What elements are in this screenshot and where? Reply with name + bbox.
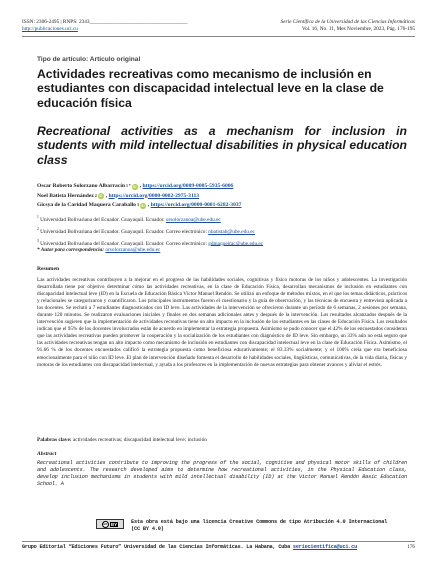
resumen-body: Las actividades recreativas contribuyen a la mejorar en el progreso de las habilidades sociales, cognitivas y físico motoras de los niños y adolescentes. La investigación desarrollada tiene por objetivo determinar cómo las actividades recreativas, en la clase de Educación Física, desarrollan mecanismos de inclusión en estudiantes con discapacidad intelectual leve (ID) en la Escuela de Educación Básica Víctor Manuel Rendón. Se utilizó un enfoque de métodos mixtos, en el que los temas didácticos, prácticos y relacionales se categorizaron y cuantificaron. Los principales instrumentos fueron el cuestionario y la guía de observación, y las técnicas de encuesta y entrevista aplicada a los docentes. Se reclutó a 7 estudiantes diagnosticados con ID leve. Las actividades de la intervención se ofrecieron durante un período de 6 semanas, 2 sesiones por semana, durante 120 minutos. Se realizaron evaluaciones iniciales y finales en dos semanas adicionales antes y después de la intervención. Los resultados alcanzados después de la intervención sugieren que la implementación de actividades recreativas tiene un alto impacto en la inclusión de los estudiantes en las clases de Educación Física. Los resultados indican que el 95% de los docentes involucrados están de acuerdo en implementar la estrategia propuesta. Asimismo se pudo conocer que el 42% de los encuestados consideran que las actividades recreativas pueden promover la cooperación y la socialización de los estudiantes con diagnóstico de ID leve. Sin embargo, un 33% aún no está seguro que las actividades recreativas tengan un alto impacto como mecanismo de inclusión en estudiantes con discapacidad intelectual leve en la clase de Educación Física. Asimismo, el 91.66 % de los docentes encuestados calificó la estrategia propuesta como beneficiosa educativamente; el 83.33% socialmente; y el 100% creía que era beneficiosa emocionalmente para el niño con ID leve. El plan de intervención diseñado fomenta el desarrollo de habilidades sociales, lingüísticas, comunicativas, de la vida diaria, físicas y motoras de los estudiantes con discapacidad intelectual, y ayuda a los profesores en la implementación de nuevas estrategias para obtener avances y aliviar el estrés. [37,277,407,368]
affiliation-list [37,213,263,248]
orcid-link[interactable]: https://orcid.org/0009-0005-5935-6006 [142,183,234,189]
page-header [22,19,415,33]
title-english: Recreational activities as a mechanism for inclusion in students with mild intellectual disabilities in physical education class [37,124,407,167]
journal-url-link[interactable]: http://publicaciones.uci.cu [22,26,78,32]
journal-name: Serie Científica de la Universidad de las Ciencias Informáticas [280,19,415,25]
orcid-link[interactable]: https://orcid.org/0000-0001-6282-3037 [150,202,242,209]
license-line-2: (CC BY 4.0) [131,526,164,532]
license-line-1: Esta obra está bajo una licencia Creative Commons de tipo Atribución 4.0 Internacional [131,519,388,525]
orcid-icon[interactable]: iD [132,184,137,189]
author-sup: 1 * [126,184,131,188]
affiliation-sup: 1 [37,215,39,219]
correspondence-email-link[interactable]: orsolorzanoa@ube.edu.ec [105,247,161,253]
abstract-body: Recreational activities contribute to improving the progress of the social, cognitive and physical motor skills of children and adolescents. The research developed aims to determine how recreational activities, in the Physical Education class, develop inclusion mechanisms in students with mild intellectual disability (ID) at the Victor Manuel Rendón Basic Education School. A [37,460,407,487]
affiliation-email-link[interactable]: nbatistah@ube.edu.ec [208,228,255,235]
author-sup: 2 [94,193,97,198]
abstract-heading: Abstract [37,451,57,457]
cc-by-badge[interactable] [96,519,124,529]
volume-info: Vol. 16, No. 11, Mes Noviembre, 2023, Pág. 176-195 [301,26,415,32]
header-divider [22,36,415,37]
orcid-icon[interactable]: iD [98,194,103,199]
article-type: Tipo de artículo: Artículo original [37,56,141,63]
keywords-text: actividades recreativas; discapacidad intelectual leve; inclusión [72,437,207,443]
affiliation-2 [37,225,263,237]
issn-text: ISSN: 2306-2495 | RNPS: 2343_____________________________________ [22,19,188,25]
publisher-text: Grupo Editorial “Ediciones Futuro” Universidad de las Ciencias Informáticas. La Habana, Cuba [22,544,290,550]
author-2: Noel Batista Hernández 2 iD , https://orcid.org/0000-0002-2975-3113 [37,192,241,202]
author-3: Gicsya de la Caridad Maquera Caraballo 3 iD , https://orcid.org/0000-0001-6282-3037 [37,201,241,211]
correspondence-label: * Autor para correspondencia: [37,247,105,253]
resumen-heading: Resumen [37,266,60,272]
author-list [37,182,241,211]
affiliation-text: Universidad Bolivariana del Ecuador. Guayaquil. Ecuador. Correo electrónico: [40,240,207,247]
author-sup: 3 [136,203,139,208]
affiliation-sup: 3 [37,238,39,243]
footer-publisher [22,544,357,550]
title-spanish: Actividades recreativas como mecanismo de inclusión en estudiantes con discapacidad intelectual leve en la clase de educación física [37,67,384,110]
by-icon: BY [110,521,118,527]
affiliation-1 [37,213,263,225]
author-1: Oscar Roberto Solorzano Albarracín 1 * iD , https://orcid.org/0009-0005-5935-6006 [37,182,241,192]
orcid-link[interactable]: https://orcid.org/0000-0002-2975-3113 [108,192,200,199]
correspondence [37,247,160,253]
affiliation-email-link[interactable]: orsolorzanoa@ube.edu.ec [165,216,221,223]
author-name: Gicsya de la Caridad Maquera Caraballo [37,202,136,209]
keywords [37,437,207,443]
affiliation-email-link[interactable]: gdmaqueirac@ube.edu.ec [208,240,264,247]
author-name: Noel Batista Hernández [37,192,94,199]
footer-divider [22,541,415,542]
orcid-icon[interactable]: iD [141,203,145,208]
cc-icon: cc [103,521,108,526]
affiliation-sup: 2 [37,226,39,231]
license-text [131,519,387,533]
footer-email-link[interactable]: seriecientifica@uci.cu [292,544,358,550]
keywords-label: Palabras clave: [37,437,72,443]
page-footer [22,544,415,550]
page-number: 176 [407,544,415,550]
affiliation-text: Universidad Bolivariana del Ecuador. Guayaquil. Ecuador. [40,216,165,223]
author-name: Oscar Roberto Solorzano Albarracín [37,183,125,189]
affiliation-text: Universidad Bolivariana del Ecuador. Guayaquil. Ecuador. Correo electrónico: [40,228,207,235]
